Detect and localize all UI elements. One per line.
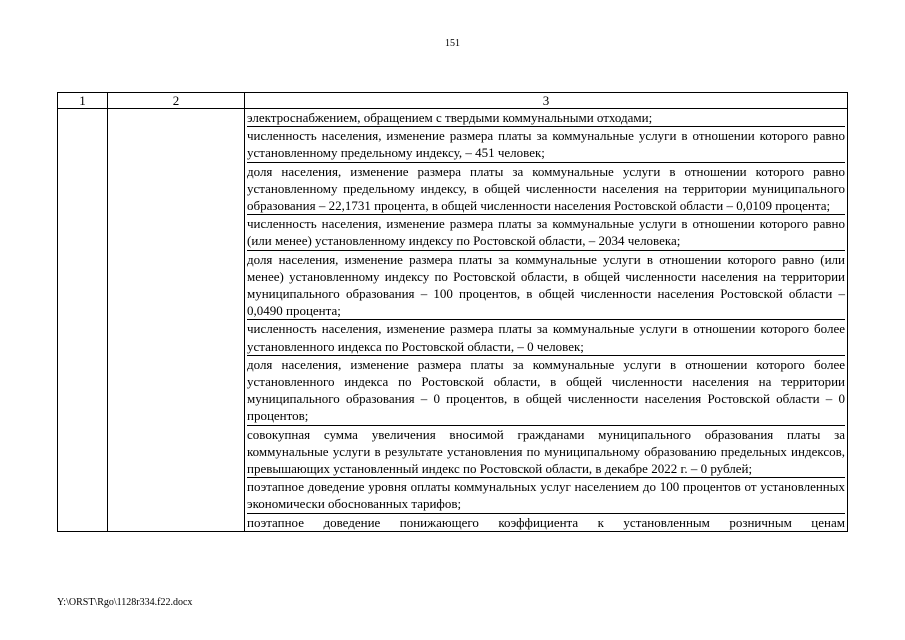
paragraph: поэтапное доведение уровня оплаты коммунальных услуг населением до 100 процентов от установленных экономически обоснованных тарифов; [247,478,845,513]
table-header-row [58,93,848,109]
page-number: 151 [445,38,460,49]
paragraph: доля населения, изменение размера платы за коммунальные услуги в отношении которого равно (или менее) установленному индексу по Ростовской области, в общей численности населения на территории муниципального образования – 100 процентов, в общей численности населения Ростовской области – 0,0490 процента; [247,251,845,321]
column-header-2: 2 [108,93,245,109]
paragraph: доля населения, изменение размера платы за коммунальные услуги в отношении которого более установленного индекса по Ростовской области, в общей численности населения на территории муниципального образования – 0 процентов, в общей численности населения Ростовской области – 0 процентов; [247,356,845,426]
paragraph: совокупная сумма увеличения вносимой гражданами муниципального образования платы за коммунальные услуги в результате установления по муниципальному образованию предельных индексов, превышающих установленный индекс по Ростовской области, в декабре 2022 г. – 0 рублей; [247,426,845,479]
footer-file-path: Y:\ORST\Rgo\1128r334.f22.docx [57,597,193,608]
table-row [58,109,848,532]
paragraph: электроснабжением, обращением с твердыми коммунальными отходами; [247,109,845,127]
content-cell [245,109,848,532]
column-header-3: 3 [245,93,848,109]
paragraph: численность населения, изменение размера платы за коммунальные услуги в отношении которого равно установленному предельному индексу, – 451 человек; [247,127,845,162]
empty-cell-2 [108,109,245,532]
empty-cell-1 [58,109,108,532]
paragraph: поэтапное доведение понижающего коэффициента к установленным розничным ценам [247,514,845,530]
column-header-1: 1 [58,93,108,109]
paragraph: численность населения, изменение размера платы за коммунальные услуги в отношении которого равно (или менее) установленному индексу по Ростовской области, – 2034 человека; [247,215,845,250]
paragraph: доля населения, изменение размера платы за коммунальные услуги в отношении которого равно установленному предельному индексу, в общей численности населения на территории муниципального образования – 22,1731 процента, в общей численности населения Ростовской области – 0,0109 процента; [247,163,845,216]
paragraph: численность населения, изменение размера платы за коммунальные услуги в отношении которого более установленного индекса по Ростовской области, – 0 человек; [247,320,845,355]
document-table [57,92,848,532]
